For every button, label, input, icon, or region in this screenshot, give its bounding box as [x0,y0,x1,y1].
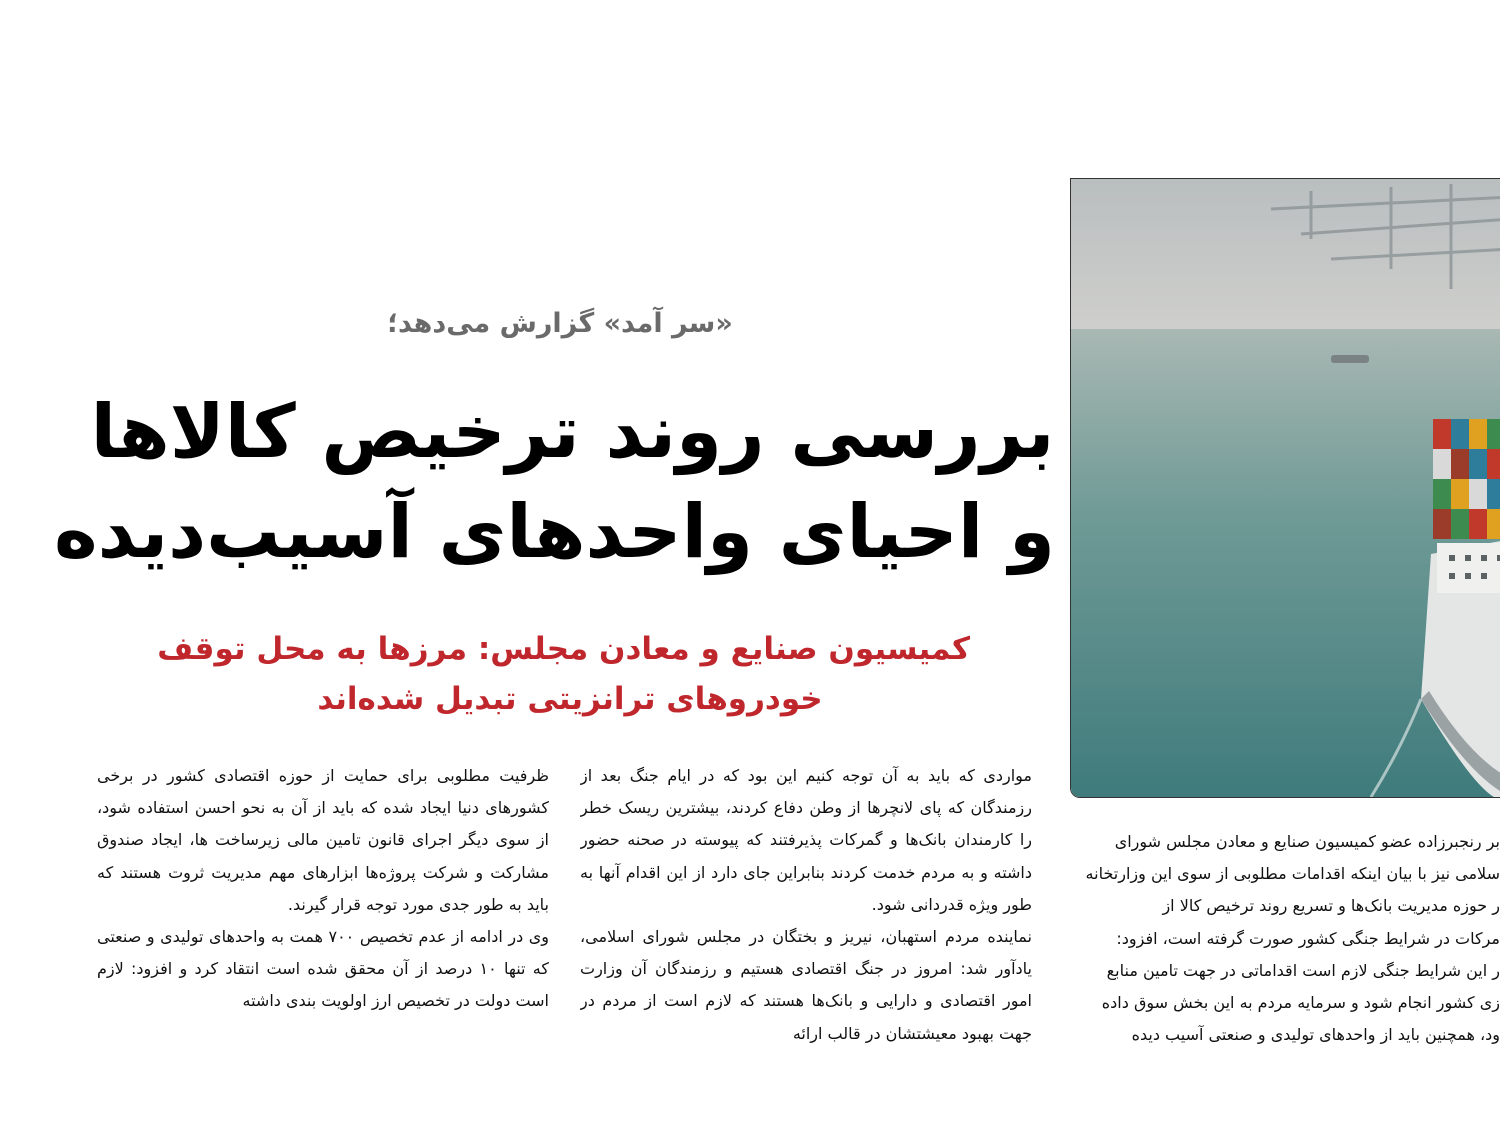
column-right-line-3: ر حوزه مدیریت بانک‌ها و تسریع روند ترخیص کالا از [1162,896,1500,916]
headline-line-2: و احیای واحدهای آسیب‌دیده [53,489,1055,575]
container-ship-photo [1070,178,1500,798]
column-right-line-5: ر این شرایط جنگی لازم است اقداماتی در جهت تامین منابع [1106,960,1500,980]
subhead-line-1: کمیسیون صنایع و معادن مجلس: مرزها به محل توقف [157,631,970,667]
article-headline [53,382,1055,582]
headline-line-1: بررسی روند ترخیص کالاها [90,389,1055,475]
column-right-line-2: سلامی نیز با بیان اینکه اقدامات مطلوبی از سوی این وزارتخانه [1085,864,1500,884]
subhead-line-2: خودروهای ترانزیتی تبدیل شده‌اند [317,681,823,717]
column-right-line-6: زی کشور انجام شود و سرمایه مردم به این بخش سوق داده [1101,993,1500,1013]
column-middle-paragraph-1: مواردی که باید به آن توجه کنیم این بود که در ایام جنگ بعد از رزمندگان که پای لانچرها از وطن دفاع کردند، بیشترین ریسک خطر را کارمندان بانک‌ها و گمرکات پذیرفتند که پیوسته در صحنه حضور داشته و به مردم خدمت کردند بنابراین جای دارد از این اقدام آنها به طور ویژه قدردانی شود. [580,766,1032,914]
column-left-paragraph-1: ظرفیت مطلوبی برای حمایت از حوزه اقتصادی کشور در برخی کشورهای دنیا ایجاد شده که باید از آن به نحو احسن استفاده شود، از سوی دیگر اجرای قانون تامین مالی زیرساخت ها، ایجاد صندوق مشارکت و شرکت پروژه‌ها ابزارهای مهم مدیریت ثروت هستند که باید به طور جدی مورد توجه قرار گیرند. [97,766,549,914]
column-middle-paragraph-2: نماینده مردم استهبان، نیریز و بختگان در مجلس شورای اسلامی، یادآور شد: امروز در جنگ اقتصادی هستیم و رزمندگان آن وزارت امور اقتصادی و دارایی و بانک‌ها هستند که لازم است از مردم در جهت بهبود معیشتشان در قالب ارائه [580,927,1032,1043]
article-column-left [97,760,549,1060]
article-column-middle [580,760,1032,1060]
article-subhead [157,624,970,724]
container-ship-illustration [1071,179,1500,797]
column-right-line-1: بر رنجبرزاده عضو کمیسیون صنایع و معادن مجلس شورای [1114,832,1500,851]
column-right-line-7: ود، همچنین باید از واحدهای تولیدی و صنعتی آسیب دیده [1131,1025,1500,1045]
column-left-paragraph-2: وی در ادامه از عدم تخصیص ۷۰۰ همت به واحدهای تولیدی و صنعتی که تنها ۱۰ درصد از آن محقق شده است انتقاد کرد و افزود: لازم است دولت در تخصیص ارز اولویت بندی داشته [97,927,549,1011]
column-right-line-4: مرکات در شرایط جنگی کشور صورت گرفته است، افزود: [1116,928,1500,948]
article-column-right [1034,826,1500,1126]
article-kicker: «سر آمد» گزارش می‌دهد؛ [387,308,733,339]
